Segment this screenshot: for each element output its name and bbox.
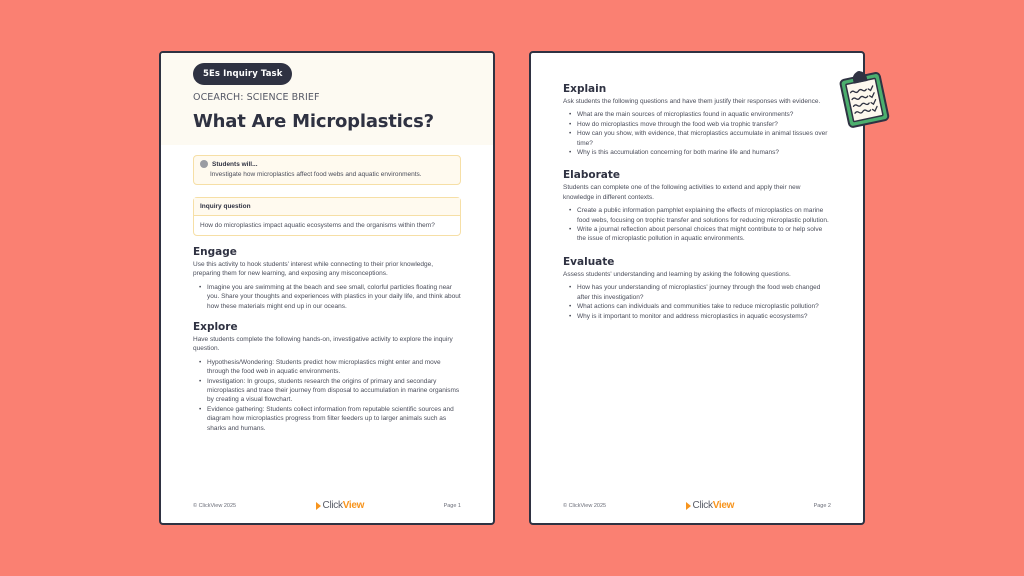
list-item: • Why is it important to monitor and address microplastics in aquatic ecosystems? (569, 312, 831, 321)
evaluate-list (563, 283, 831, 321)
page-content (531, 53, 863, 321)
play-triangle-icon (686, 502, 691, 510)
students-will-label: Students will... (212, 160, 258, 168)
list-item: • Write a journal reflection about personal choices that might contribute to or help solve the issue of microplastic pollution in aquatic environments. (569, 225, 831, 244)
page-number: Page 2 (813, 502, 831, 509)
students-will-box (193, 155, 461, 185)
evaluate-intro: Assess students' understanding and learning by asking the following questions. (563, 270, 791, 278)
list-item: • Why is this accumulation concerning for both marine life and humans? (569, 148, 831, 157)
inquiry-question-box (193, 197, 461, 236)
clickview-logo: Click View (316, 500, 365, 511)
task-badge: 5Es Inquiry Task (193, 63, 292, 85)
explore-heading: Explore (193, 321, 238, 334)
engage-list (193, 283, 461, 311)
explain-list (563, 110, 831, 157)
elaborate-heading: Elaborate (563, 169, 620, 182)
list-item: • How can you show, with evidence, that microplastics accumulate in animal tissues over time? (569, 129, 831, 148)
list-item: • Create a public information pamphlet explaining the effects of microplastics on marine food webs, focusing on trophic transfer and solutions for reducing microplastic pollution. (569, 206, 831, 225)
copyright-text: © ClickView 2025 (193, 502, 237, 509)
target-icon (200, 160, 208, 168)
page-title: What Are Microplastics? (193, 111, 434, 132)
brief-label: OCEARCH: SCIENCE BRIEF (193, 92, 320, 103)
page-footer (193, 500, 461, 511)
inquiry-question-label: Inquiry question (194, 198, 460, 216)
elaborate-intro: Students can complete one of the following activities to extend and apply their new knowledge in different contexts. (563, 184, 801, 201)
inquiry-question-text: How do microplastics impact aquatic ecosystems and the organisms within them? (200, 222, 435, 229)
list-item: • What are the main sources of microplastics found in aquatic environments? (569, 110, 831, 119)
engage-intro: Use this activity to hook students' interest while connecting to their prior knowledge, preparing them for new learning, and exposing any misconceptions. (193, 261, 434, 278)
list-item: • Hypothesis/Wondering: Students predict how microplastics might enter and move through the food web in aquatic environments. (199, 358, 461, 377)
page-number: Page 1 (443, 502, 461, 509)
page-footer (563, 500, 831, 511)
page-content (161, 155, 493, 433)
students-will-text: Investigate how microplastics affect food webs and aquatic environments. (210, 171, 422, 178)
elaborate-list (563, 206, 831, 244)
document-page-2 (529, 51, 865, 525)
copyright-text: © ClickView 2025 (563, 502, 607, 509)
evaluate-heading: Evaluate (563, 255, 615, 268)
explore-list (193, 358, 461, 433)
list-item: • Evidence gathering: Students collect information from reputable scientific sources and diagram how microplastics progress from filter feeders up to larger animals such as sharks and humans. (199, 405, 461, 433)
list-item: • How do microplastics move through the food web via trophic transfer? (569, 120, 831, 129)
engage-heading: Engage (193, 246, 237, 258)
list-item: • What actions can individuals and communities take to reduce microplastic pollution? (569, 302, 831, 311)
document-page-1 (159, 51, 495, 525)
clickview-logo: Click View (686, 500, 735, 511)
list-item: • Investigation: In groups, students research the origins of primary and secondary microplastics and trace their journey from disposal to accumulation in marine organisms by creating a visual flowchart. (199, 377, 461, 405)
list-item: • How has your understanding of microplastics' journey through the food web changed after this investigation? (569, 283, 831, 302)
list-item: • Imagine you are swimming at the beach and see small, colorful particles floating near you. Share your thoughts and experiences with plastics in your daily life, and think about how these materials might end up in our oceans. (199, 283, 461, 311)
page-header (161, 53, 493, 145)
explore-intro: Have students complete the following hands-on, investigative activity to explore the inquiry question. (193, 336, 453, 353)
explain-intro: Ask students the following questions and have them justify their responses with evidence. (563, 98, 821, 105)
play-triangle-icon (316, 502, 321, 510)
explain-heading: Explain (563, 83, 607, 95)
